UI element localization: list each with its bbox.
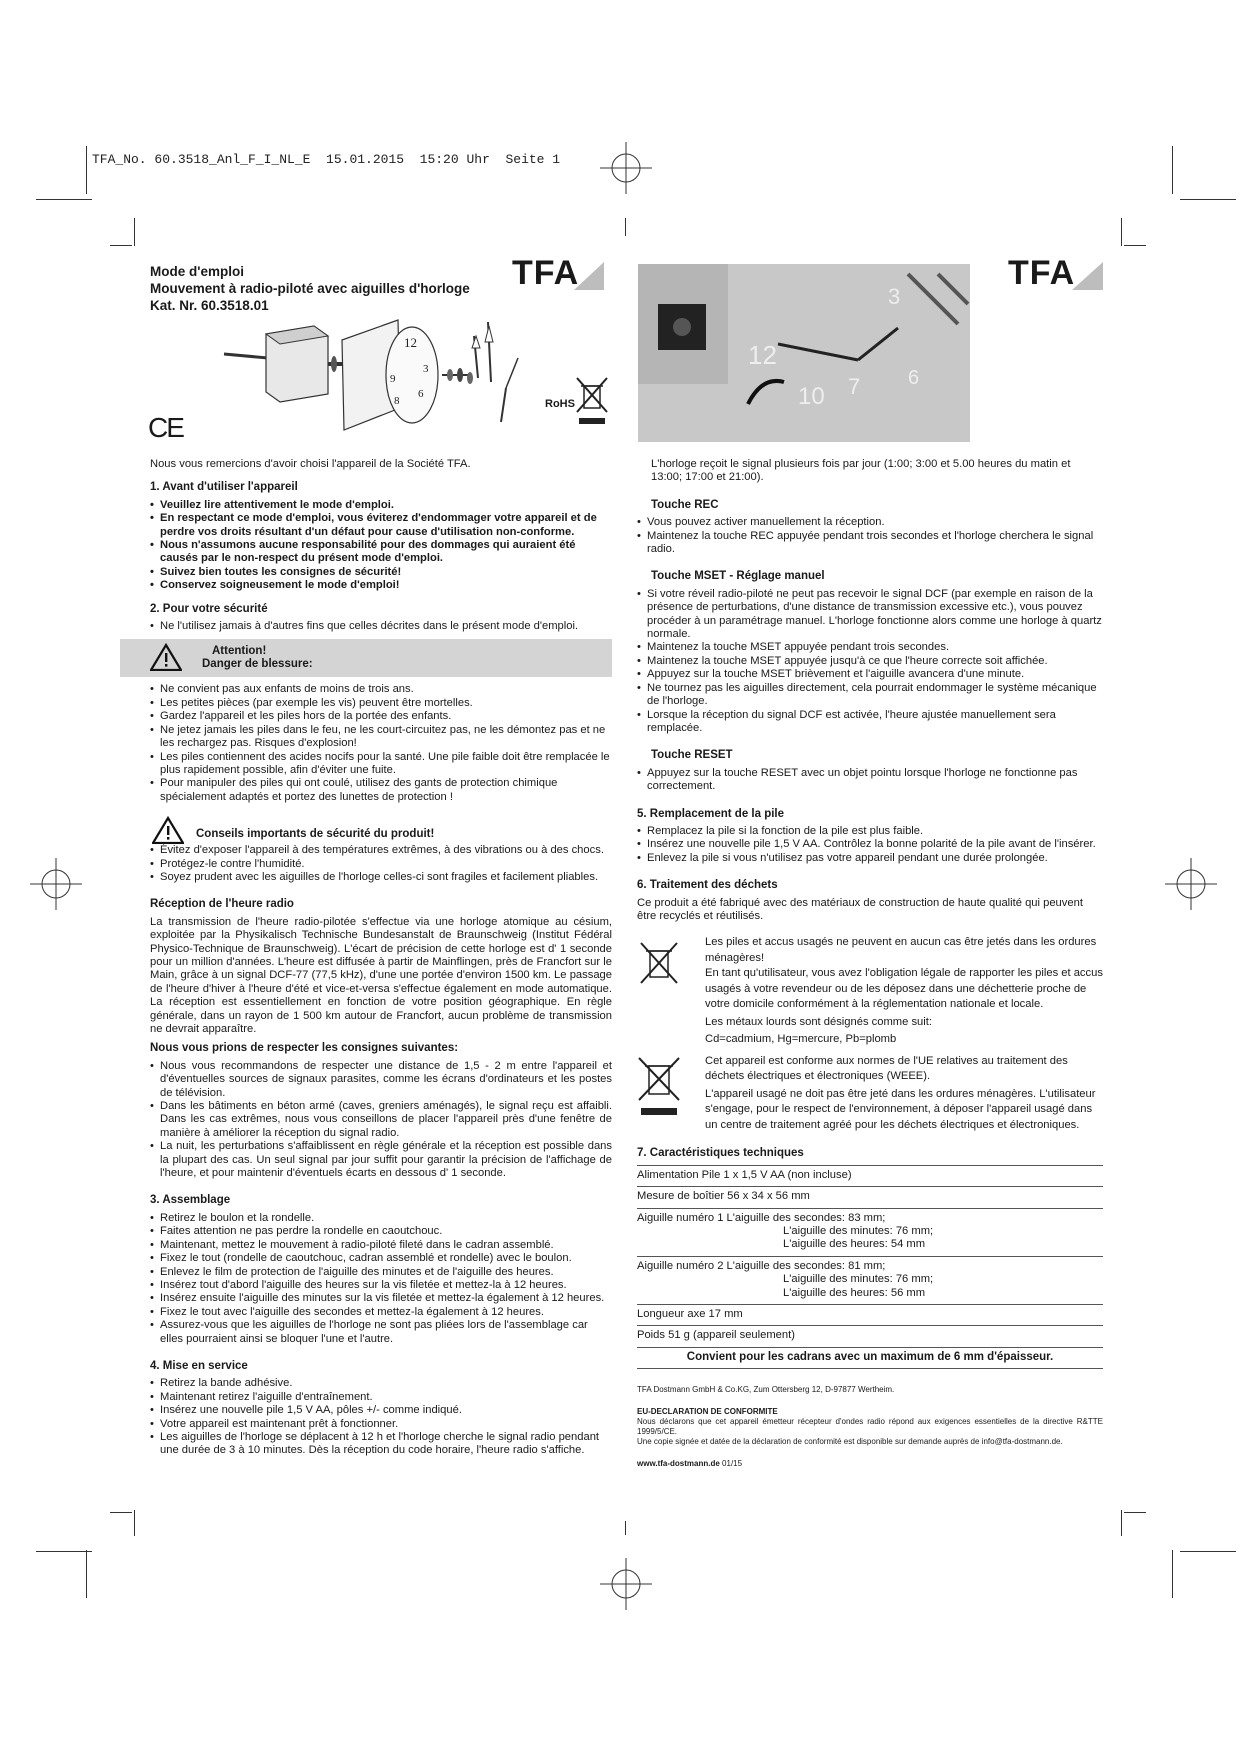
prions-title: Nous vous prions de respecter les consignes suivantes: [150,1042,459,1055]
list-item: • Enlevez le film de protection de l'aiguille des minutes et de l'aiguille des heures. [150,1266,612,1279]
svg-text:12: 12 [404,335,417,350]
list-item: • Maintenant retirez l'aiguille d'entraînement. [150,1391,612,1404]
list-item: • Nous vous recommandons de respecter une distance de 1,5 - 2 m entre l'appareil et d'éventuelles sources de signaux parasites, comme les écrans d'ordinateurs et les postes de télévision. [150,1060,612,1100]
list-item: • Dans les bâtiments en béton armé (caves, greniers aménagés), le signal reçu est affaibli. Dans les cas extrêmes, nous vous conseillons de placer l'appareil près d'une fenêtre de manière à améliorer la réception du signal radio. [150,1100,612,1140]
rec-title: Touche REC [651,498,719,511]
eu-declaration-title: EU-DECLARATION DE CONFORMITE [637,1407,778,1417]
list-item: • Conservez soigneusement le mode d'emploi! [150,579,612,592]
company-address: TFA Dostmann GmbH & Co.KG, Zum Ottersberg 12, D-97877 Wertheim. [637,1385,895,1395]
prions-list [150,1060,612,1181]
reset-list [637,767,1103,794]
list-item: • Suivez bien toutes les consignes de sécurité! [150,566,612,579]
website-footer [637,1459,1103,1469]
weee-text-1: Cet appareil est conforme aux normes de l'UE relatives au traitement des déchets électriques et électroniques (WEEE). [705,1054,1068,1083]
eu-declaration-copy: Une copie signée et datée de la déclaration de conformité est disponible sur demande auprès de info@tfa-dostmann.de. [637,1437,1063,1447]
website-link[interactable]: www.tfa-dostmann.de [637,1459,720,1469]
registration-mark-bottom [600,1558,652,1610]
table-row [637,1165,1103,1186]
right-column [637,458,1103,1469]
crossed-bin-icon [639,939,679,995]
warning-icon [152,816,184,844]
list-item: • Insérez ensuite l'aiguille des minutes sur la vis filetée et mettez-la également à 12 heures. [150,1292,612,1305]
table-row [637,1347,1103,1368]
registration-mark-right [1165,858,1217,910]
catalog-number: Kat. Nr. 60.3518.01 [150,298,269,313]
doc-title: Mode d'emploi [150,264,244,279]
spec-size: Mesure de boîtier 56 x 34 x 56 mm [637,1187,1103,1208]
doc-subtitle: Mouvement à radio-piloté avec aiguilles d'horloge [150,281,470,296]
table-row [637,1326,1103,1347]
radio-text: La transmission de l'heure radio-pilotée s'effectue via une horloge atomique au césium, exploitée par la Physikalisch Technische Bundesanstalt de Braunschweig (Institut Fédéral Physico-Technique de Braunschweig). L'écart de précision de cette horloge est d' 1 seconde pour un million d'années. L'heure est diffusée à partir de Mainflingen, près de Francfort sur le Main, grâce à un signal DCF-77 (77,5 kHz), d'une une portée d'environ 1500 km. Le passage de l'heure d'hiver à l'heure d'été et vice-et-versa s'effectue également en mode automatique. La réception est essentiellement en fonction de votre position géographique. En règle générale, dans un rayon de 1 500 km autour de Francfort, aucun problème de transmission ne devrait apparaître. [150,915,612,1035]
list-item: • Insérez tout d'abord l'aiguille des heures sur la vis filetée et mettez-la à 12 heures. [150,1279,612,1292]
list-item: • Remplacez la pile si la fonction de la pile est plus faible. [637,825,1103,838]
list-item: • Nous n'assumons aucune responsabilité pour des dommages qui auraient été causés par le non-respect du présent mode d'emploi. [150,539,612,566]
battery-disposal [637,935,1103,1048]
list-item: • Pour manipuler des piles qui ont coulé, utilisez des gants de protection chimique spécialement adaptés et portez des lunettes de protection ! [150,777,612,804]
table-row [637,1208,1103,1256]
eu-declaration-text: Nous déclarons que cet appareil émetteur récepteur d'ondes radio répond aux exigences essentielles de la directive R&TTE 1999/5/CE. [637,1417,1103,1437]
rohs-label: RoHS [545,398,575,410]
print-header: TFA_No. 60.3518_Anl_F_I_NL_E 15.01.2015 15:20 Uhr Seite 1 [92,152,561,167]
section-4-list [150,1377,612,1457]
list-item: • Si votre réveil radio-piloté ne peut pas recevoir le signal DCF (par exemple en raison de la présence de perturbations, d'une distance de transmission excessive etc.), vous pouvez procéder à un paramétrage manuel. L'horloge fonctionne alors comme une horloge à quartz normale. [637,588,1103,642]
warning-icon [150,643,182,671]
list-item: • Les aiguilles de l'horloge se déplacent à 12 h et l'horloge cherche le signal radio pendant une durée de 3 à 10 minutes. Dès la réception du code horaire, l'heure radio s'affiche. [150,1431,612,1458]
list-item: • Ne jetez jamais les piles dans le feu, ne les court-circuitez pas, ne les démontez pas et ne les rechargez pas. Risques d'explosion! [150,724,612,751]
list-item: • Appuyez sur la touche MSET brièvement et l'aiguille avancera d'une minute. [637,668,1103,681]
conseils-heading [150,816,612,844]
list-item: • Protégez-le contre l'humidité. [150,858,612,871]
svg-text:3: 3 [423,363,429,375]
list-item: • Ne tournez pas les aiguilles directement, cela pourrait endommager le système mécanique de l'horloge. [637,682,1103,709]
version-code: 01/15 [719,1459,743,1469]
svg-text:8: 8 [394,395,400,407]
list-item: • Retirez la bande adhésive. [150,1377,612,1390]
list-item: • Insérez une nouvelle pile 1,5 V AA. Contrôlez la bonne polarité de la pile avant de l'insérer. [637,838,1103,851]
spec-hand2-seconds: Aiguille numéro 2 L'aiguille des secondes: 81 mm; [637,1259,886,1272]
section-6-text: Ce produit a été fabriqué avec des matériaux de construction de haute qualité qui peuvent être recyclés et réutilisés. [637,896,1083,922]
section-3-title: 3. Assemblage [150,1194,231,1207]
battery-text-3: Les métaux lourds sont désignés comme suit: [705,1015,932,1028]
list-item: • Maintenez la touche MSET appuyée jusqu'à ce que l'heure correcte soit affichée. [637,655,1103,668]
svg-text:6: 6 [908,367,920,389]
list-item: • Ne l'utilisez jamais à d'autres fins que celles décrites dans le présent mode d'emploi. [150,620,612,633]
svg-text:10: 10 [798,383,825,410]
section-5-list [637,825,1103,865]
ce-mark: CE [148,412,183,443]
list-item: • Gardez l'appareil et les piles hors de la portée des enfants. [150,710,612,723]
svg-text:12: 12 [748,340,777,370]
conseils-list [150,844,612,884]
spec-weight: Poids 51 g (appareil seulement) [637,1326,1103,1347]
weee-text-2: L'appareil usagé ne doit pas être jeté dans les ordures ménagères. L'utilisateur s'engage, pour le respect de l'environnement, à déposer l'appareil usagé dans un centre de traitement agréé pour les déchets électriques et électroniques. [705,1087,1096,1131]
list-item: • Enlevez la pile si vous n'utilisez pas votre appareil pendant une durée prolongée. [637,852,1103,865]
tfa-logo: TFA [512,258,604,294]
section-4-title: 4. Mise en service [150,1359,248,1372]
section-5-title: 5. Remplacement de la pile [637,807,785,820]
spec-table [637,1165,1103,1369]
attention-bar [120,639,612,677]
attention-title: Attention! [212,645,267,658]
list-item: • Évitez d'exposer l'appareil à des températures extrêmes, à des vibrations ou à des chocs. [150,844,612,857]
list-item: • Lorsque la réception du signal DCF est activée, l'heure ajustée manuellement sera remplacée. [637,709,1103,736]
intro-text: Nous vous remercions d'avoir choisi l'appareil de la Société TFA. [150,458,471,470]
list-item: • Les piles contiennent des acides nocifs pour la santé. Une pile faible doit être remplacée le plus rapidement possible, afin d'éviter une fuite. [150,751,612,778]
list-item: • Maintenant, mettez le mouvement à radio-piloté fileté dans le cadran assemblé. [150,1239,612,1252]
spec-hand2-minutes: L'aiguille des minutes: 76 mm; [783,1273,934,1286]
signal-text: L'horloge reçoit le signal plusieurs fois par jour (1:00; 3:00 et 5.00 heures du matin et 13:00; 17:00 et 21:00). [651,458,1071,484]
svg-text:6: 6 [418,388,424,400]
left-column [150,458,612,1458]
list-item: • Assurez-vous que les aiguilles de l'horloge ne sont pas pliées lors de l'assemblage car elles pourraient ainsi se bloquer l'une et l'autre. [150,1319,612,1346]
list-item: • La nuit, les perturbations s'affaiblissent en règle générale et la réception est possible dans la plupart des cas. Un seul signal par jour suffit pour garantir la précision de l'affichage de l'heure, et pour maintenir d'éventuels écarts en dessous d' 1 seconde. [150,1140,612,1180]
list-item: • Fixez le tout (rondelle de caoutchouc, cadran assemblé et rondelle) avec le boulon. [150,1252,612,1265]
spec-hand2-hours: L'aiguille des heures: 56 mm [783,1286,926,1299]
mset-list [637,588,1103,735]
section-1-list [150,499,612,593]
spec-axis: Longueur axe 17 mm [637,1305,1103,1326]
registration-mark-left [30,858,82,910]
spec-hand1-hours: L'aiguille des heures: 54 mm [783,1238,926,1251]
conseils-title: Conseils importants de sécurité du produit! [196,828,435,841]
spec-power: Alimentation Pile 1 x 1,5 V AA (non incluse) [637,1165,1103,1186]
svg-text:7: 7 [848,374,861,399]
reset-title: Touche RESET [651,749,733,762]
list-item: • Appuyez sur la touche RESET avec un objet pointu lorsque l'horloge ne fonctionne pas correctement. [637,767,1103,794]
product-photo [638,264,970,442]
tfa-logo-right: TFA [1008,258,1103,294]
list-item: • Insérez une nouvelle pile 1,5 V AA, pôles +/- comme indiqué. [150,1404,612,1417]
svg-text:9: 9 [390,373,396,385]
mset-title: Touche MSET - Réglage manuel [651,570,825,583]
weee-bin-icon [637,1054,681,1118]
rec-list [637,516,1103,556]
list-item: • Veuillez lire attentivement le mode d'emploi. [150,499,612,512]
spec-hand1-seconds: Aiguille numéro 1 L'aiguille des secondes: 83 mm; [637,1211,886,1224]
list-item: • Les petites pièces (par exemple les vis) peuvent être mortelles. [150,697,612,710]
list-item: • Retirez le boulon et la rondelle. [150,1212,612,1225]
crossed-bin-icon [575,376,609,426]
svg-text:3: 3 [888,284,901,309]
table-row [637,1305,1103,1326]
section-1-title: 1. Avant d'utiliser l'appareil [150,481,298,494]
danger-title: Danger de blessure: [202,658,313,671]
list-item: • En respectant ce mode d'emploi, vous éviterez d'endommager votre appareil et de perdre vos droits résultant d'un défaut pour cause d'utilisation non-conforme. [150,512,612,539]
registration-mark-top [600,142,652,194]
section-6-title: 6. Traitement des déchets [637,879,778,892]
header [150,263,470,314]
section-7-title: 7. Caractéristiques techniques [637,1147,804,1160]
section-3-list [150,1212,612,1346]
list-item: • Vous pouvez activer manuellement la réception. [637,516,1103,529]
weee-disposal [637,1054,1103,1134]
spec-note: Convient pour les cadrans avec un maximum de 6 mm d'épaisseur. [637,1347,1103,1368]
battery-text-2: En tant qu'utilisateur, vous avez l'obligation légale de rapporter les piles et accus usagés à votre revendeur ou de les déposez dans une déchetterie proche de votre domicile conformément à la réglementation nationale et locale. [705,967,1103,1011]
danger-list [150,683,612,804]
list-item: • Soyez prudent avec les aiguilles de l'horloge celles-ci sont fragiles et facilement pliables. [150,871,612,884]
radio-title: Réception de l'heure radio [150,898,294,911]
list-item: • Ne convient pas aux enfants de moins de trois ans. [150,683,612,696]
list-item: • Maintenez la touche REC appuyée pendant trois secondes et l'horloge cherchera le signal radio. [637,530,1103,557]
table-row [637,1256,1103,1304]
table-row [637,1187,1103,1208]
battery-text-4: Cd=cadmium, Hg=mercure, Pb=plomb [705,1033,897,1046]
list-item: • Votre appareil est maintenant prêt à fonctionner. [150,1418,612,1431]
list-item: • Faites attention ne pas perdre la rondelle en caoutchouc. [150,1225,612,1238]
list-item: • Fixez le tout avec l'aiguille des secondes et mettez-la également à 12 heures. [150,1306,612,1319]
product-photo-graphic [638,264,970,442]
section-2-list [150,620,612,633]
list-item: • Maintenez la touche MSET appuyée pendant trois secondes. [637,641,1103,654]
assembly-diagram [218,312,528,447]
section-2-title: 2. Pour votre sécurité [150,602,268,615]
battery-text-1: Les piles et accus usagés ne peuvent en aucun cas être jetés dans les ordures ménagères! [705,936,1097,964]
spec-hand1-minutes: L'aiguille des minutes: 76 mm; [783,1225,934,1237]
